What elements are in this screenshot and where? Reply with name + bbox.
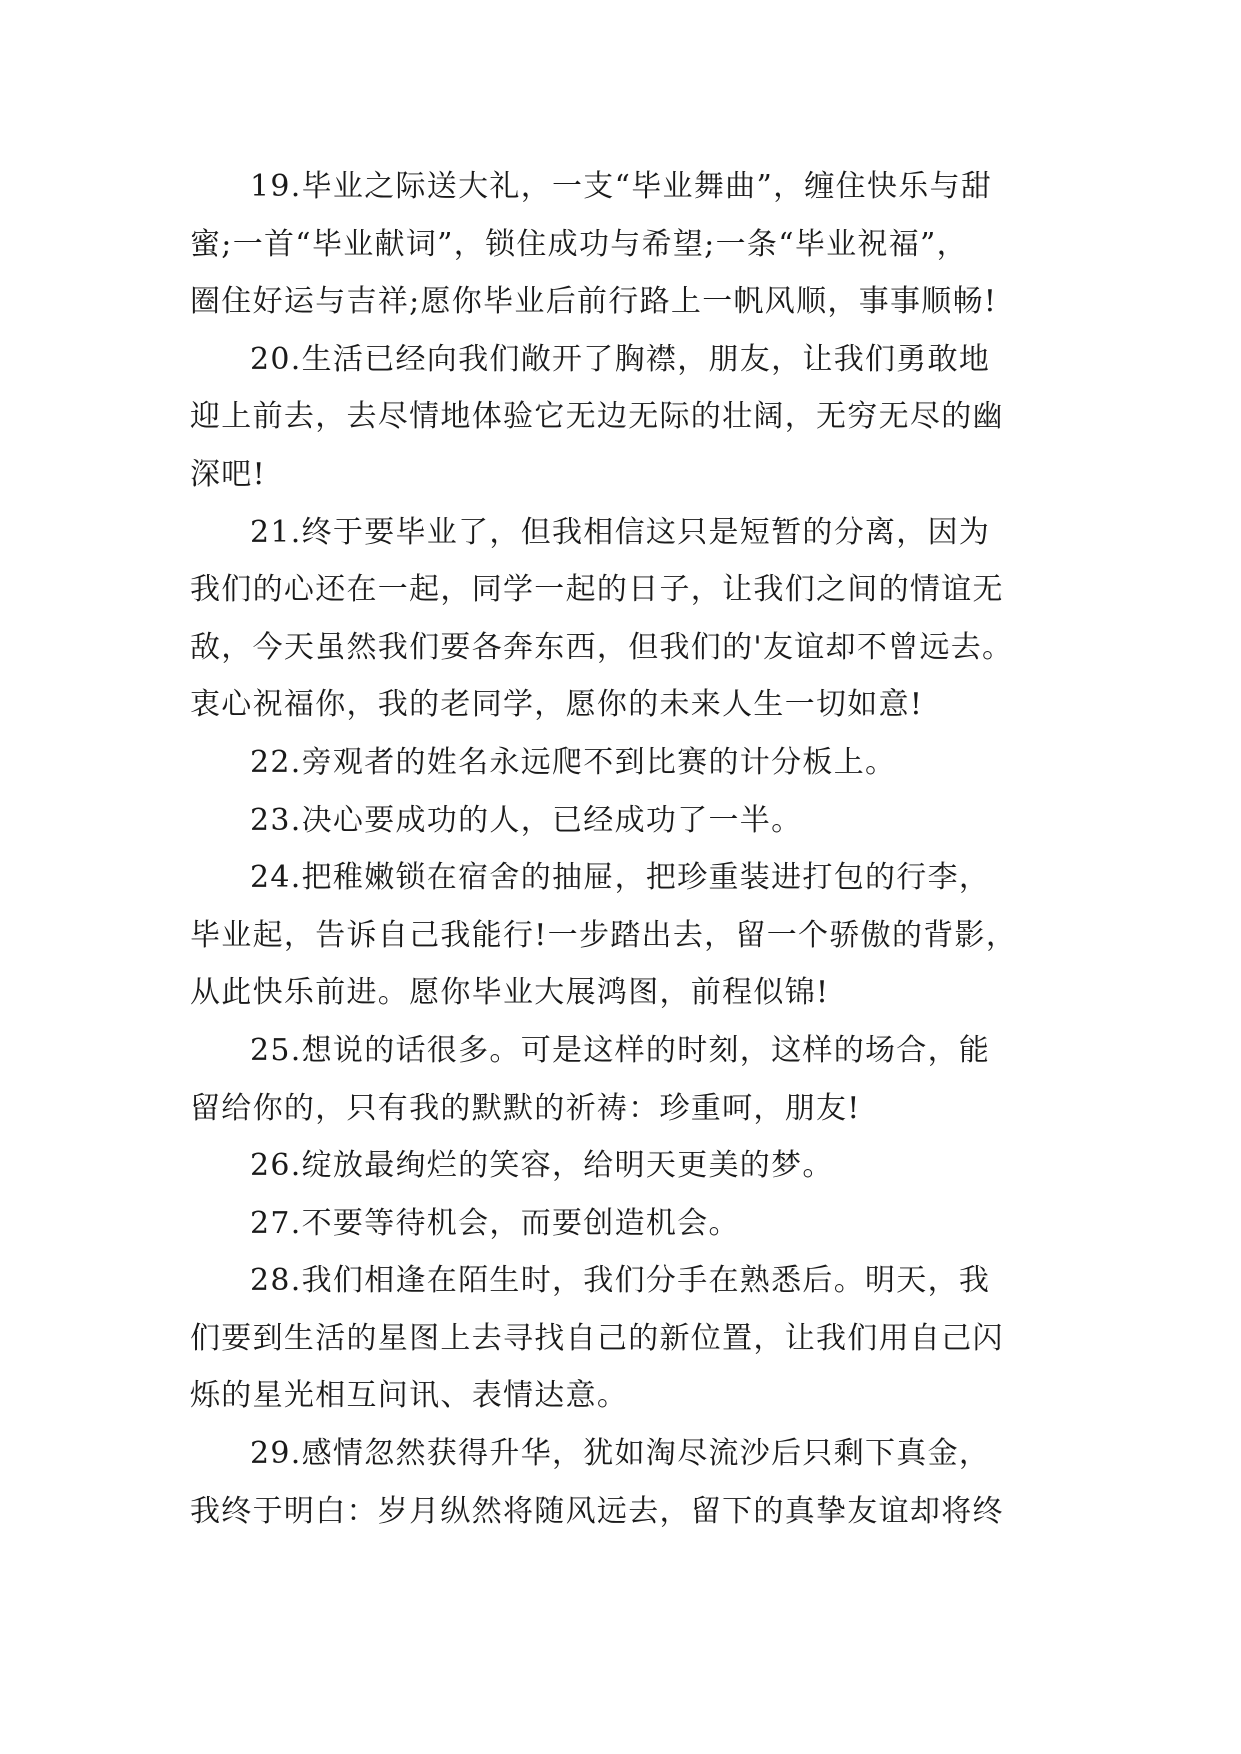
text-line: 蜜;一首“毕业献词”，锁住成功与希望;一条“毕业祝福”， <box>190 226 968 262</box>
text-line: 28.我们相逢在陌生时，我们分手在熟悉后。明天，我 <box>250 1263 991 1299</box>
text-line: 27.不要等待机会，而要创造机会。 <box>250 1205 740 1241</box>
paragraph <box>190 1425 1065 1540</box>
text-line: 29.感情忽然获得升华，犹如淘尽流沙后只剩下真金， <box>250 1436 991 1472</box>
text-line: 们要到生活的星图上去寻找自己的新位置，让我们用自己闪 <box>190 1320 1004 1356</box>
text-line: 我们的心还在一起，同学一起的日子，让我们之间的情谊无 <box>190 572 1004 608</box>
paragraph <box>190 1252 1065 1425</box>
paragraph <box>190 158 1065 331</box>
paragraph <box>190 331 1065 504</box>
document-body <box>190 158 1065 1540</box>
text-line: 25.想说的话很多。可是这样的时刻，这样的场合，能 <box>250 1032 991 1068</box>
paragraph <box>190 504 1065 734</box>
text-line: 烁的星光相互问讯、表情达意。 <box>190 1378 629 1414</box>
text-line: 衷心祝福你，我的老同学，愿你的未来人生一切如意! <box>190 687 924 723</box>
paragraph <box>190 1137 1065 1195</box>
text-line: 毕业起，告诉自己我能行!一步踏出去，留一个骄傲的背影， <box>190 917 1018 953</box>
paragraph <box>190 849 1065 1022</box>
text-line: 留给你的，只有我的默默的祈祷：珍重呵，朋友! <box>190 1090 861 1126</box>
text-line: 24.把稚嫩锁在宿舍的抽屉，把珍重装进打包的行李， <box>250 860 991 896</box>
paragraph <box>190 1022 1065 1137</box>
text-line: 我终于明白：岁月纵然将随风远去，留下的真挚友谊却将终 <box>190 1493 1004 1529</box>
text-line: 迎上前去，去尽情地体验它无边无际的壮阔，无穷无尽的幽 <box>190 399 1004 435</box>
text-line: 19.毕业之际送大礼，一支“毕业舞曲”，缠住快乐与甜 <box>250 169 993 204</box>
paragraph <box>190 734 1065 792</box>
text-line: 敌，今天虽然我们要各奔东西，但我们的'友谊却不曾远去。 <box>190 629 1014 665</box>
text-line: 26.绽放最绚烂的笑容，给明天更美的梦。 <box>250 1148 834 1184</box>
paragraph <box>190 792 1065 850</box>
text-line: 21.终于要毕业了，但我相信这只是短暂的分离，因为 <box>250 514 991 550</box>
text-line: 从此快乐前进。愿你毕业大展鸿图，前程似锦! <box>190 975 830 1011</box>
text-line: 圈住好运与吉祥;愿你毕业后前行路上一帆风顺，事事顺畅! <box>190 284 998 320</box>
text-line: 23.决心要成功的人，已经成功了一半。 <box>250 802 803 838</box>
paragraph <box>190 1195 1065 1253</box>
text-line: 20.生活已经向我们敞开了胸襟，朋友，让我们勇敢地 <box>250 341 991 377</box>
text-line: 深吧! <box>190 456 266 492</box>
text-line: 22.旁观者的姓名永远爬不到比赛的计分板上。 <box>250 744 897 780</box>
